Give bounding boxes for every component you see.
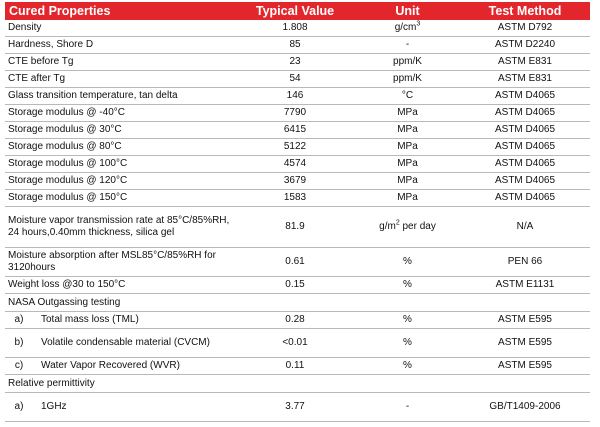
value-cell: 54: [235, 71, 355, 88]
property-cell: Glass transition temperature, tan delta: [5, 88, 235, 105]
header-cured-properties: Cured Properties: [5, 2, 235, 20]
value-cell: 85: [235, 37, 355, 54]
value-cell: 0.61: [235, 248, 355, 277]
unit-cell: °C: [355, 88, 460, 105]
unit-suffix: per day: [399, 221, 436, 232]
unit-cell: [355, 207, 460, 248]
item-letter: b): [14, 337, 24, 348]
property-cell: Moisture absorption after MSL85°C/85%RH for 3120hours: [5, 248, 235, 277]
value-cell: 81.9: [235, 207, 355, 248]
table-row: [5, 88, 590, 105]
properties-sheet: [5, 2, 590, 422]
property-cell: [5, 312, 235, 329]
method-cell: ASTM D4065: [460, 156, 590, 173]
property-cell: Storage modulus @ 30°C: [5, 122, 235, 139]
table-row: [5, 248, 590, 277]
value-cell: 1583: [235, 190, 355, 207]
table-row: [5, 393, 590, 422]
item-letter: c): [14, 360, 24, 371]
unit-cell: MPa: [355, 122, 460, 139]
value-cell: 3.77: [235, 393, 355, 422]
method-cell: ASTM E1131: [460, 277, 590, 294]
method-cell: ASTM D792: [460, 20, 590, 37]
method-cell: ASTM E595: [460, 358, 590, 375]
method-cell: ASTM D4065: [460, 122, 590, 139]
value-cell: 146: [235, 88, 355, 105]
unit-cell: ppm/K: [355, 54, 460, 71]
table-row: [5, 37, 590, 54]
value-cell: 23: [235, 54, 355, 71]
table-row: [5, 156, 590, 173]
method-cell: ASTM E831: [460, 54, 590, 71]
header-typical-value: Typical Value: [235, 2, 355, 20]
table-row: [5, 139, 590, 156]
table-row: [5, 312, 590, 329]
header-test-method: Test Method: [460, 2, 590, 20]
method-cell: ASTM E595: [460, 312, 590, 329]
item-property: Total mass loss (TML): [41, 314, 139, 325]
property-cell: [5, 329, 235, 358]
value-cell: 6415: [235, 122, 355, 139]
method-cell: ASTM D4065: [460, 88, 590, 105]
property-cell: Weight loss @30 to 150°C: [5, 277, 235, 294]
unit-cell: %: [355, 312, 460, 329]
table-row: [5, 20, 590, 37]
property-cell: [5, 358, 235, 375]
property-cell: [5, 393, 235, 422]
item-property: Volatile condensable material (CVCM): [41, 337, 210, 348]
header-unit: Unit: [355, 2, 460, 20]
value-cell: 5122: [235, 139, 355, 156]
property-cell: CTE before Tg: [5, 54, 235, 71]
method-cell: PEN 66: [460, 248, 590, 277]
value-cell: <0.01: [235, 329, 355, 358]
property-cell: Storage modulus @ -40°C: [5, 105, 235, 122]
value-cell: 3679: [235, 173, 355, 190]
unit-cell: %: [355, 358, 460, 375]
property-cell: Storage modulus @ 150°C: [5, 190, 235, 207]
value-cell: 0.28: [235, 312, 355, 329]
table-row: [5, 190, 590, 207]
method-cell: ASTM D4065: [460, 105, 590, 122]
method-cell: GB/T1409-2006: [460, 393, 590, 422]
table-row: [5, 122, 590, 139]
property-cell: Hardness, Shore D: [5, 37, 235, 54]
unit-cell: MPa: [355, 156, 460, 173]
method-cell: ASTM D4065: [460, 173, 590, 190]
section-heading-row: [5, 375, 590, 393]
unit-cell: -: [355, 393, 460, 422]
item-letter: a): [14, 401, 24, 412]
table-header-row: [5, 2, 590, 20]
table-row: [5, 358, 590, 375]
value-cell: 0.15: [235, 277, 355, 294]
method-cell: ASTM E831: [460, 71, 590, 88]
method-cell: ASTM D4065: [460, 139, 590, 156]
table-row: [5, 173, 590, 190]
method-cell: ASTM E595: [460, 329, 590, 358]
unit-superscript: 3: [416, 20, 421, 28]
unit-cell: MPa: [355, 173, 460, 190]
method-cell: ASTM D4065: [460, 190, 590, 207]
property-cell: Storage modulus @ 120°C: [5, 173, 235, 190]
unit-superscript: 2: [395, 219, 400, 227]
table-row: [5, 71, 590, 88]
unit-cell: MPa: [355, 190, 460, 207]
unit-cell: %: [355, 277, 460, 294]
unit-cell: MPa: [355, 139, 460, 156]
value-cell: 4574: [235, 156, 355, 173]
item-property: 1GHz: [41, 401, 67, 412]
value-cell: 0.11: [235, 358, 355, 375]
unit-cell: MPa: [355, 105, 460, 122]
table-row: [5, 277, 590, 294]
value-cell: 7790: [235, 105, 355, 122]
unit-cell: %: [355, 329, 460, 358]
unit-text: g/m: [379, 221, 396, 232]
table-row: [5, 207, 590, 248]
property-cell: Storage modulus @ 80°C: [5, 139, 235, 156]
section-heading-permittivity: Relative permittivity: [5, 375, 590, 393]
item-property: Water Vapor Recovered (WVR): [41, 360, 180, 371]
section-heading-outgassing: NASA Outgassing testing: [5, 294, 590, 312]
table-row: [5, 105, 590, 122]
method-cell: ASTM D2240: [460, 37, 590, 54]
unit-cell: [355, 20, 460, 37]
cured-properties-table: [5, 2, 590, 422]
unit-text: g/cm: [394, 22, 417, 33]
method-cell: N/A: [460, 207, 590, 248]
table-row: [5, 329, 590, 358]
unit-cell: ppm/K: [355, 71, 460, 88]
property-cell: CTE after Tg: [5, 71, 235, 88]
property-cell: Moisture vapor transmission rate at 85°C/85%RH, 24 hours,0.40mm thickness, silica gel: [5, 207, 235, 248]
property-cell: Storage modulus @ 100°C: [5, 156, 235, 173]
section-heading-row: [5, 294, 590, 312]
table-row: [5, 54, 590, 71]
unit-cell: -: [355, 37, 460, 54]
item-letter: a): [14, 314, 24, 325]
value-cell: 1.808: [235, 20, 355, 37]
unit-cell: %: [355, 248, 460, 277]
property-cell: Density: [5, 20, 235, 37]
